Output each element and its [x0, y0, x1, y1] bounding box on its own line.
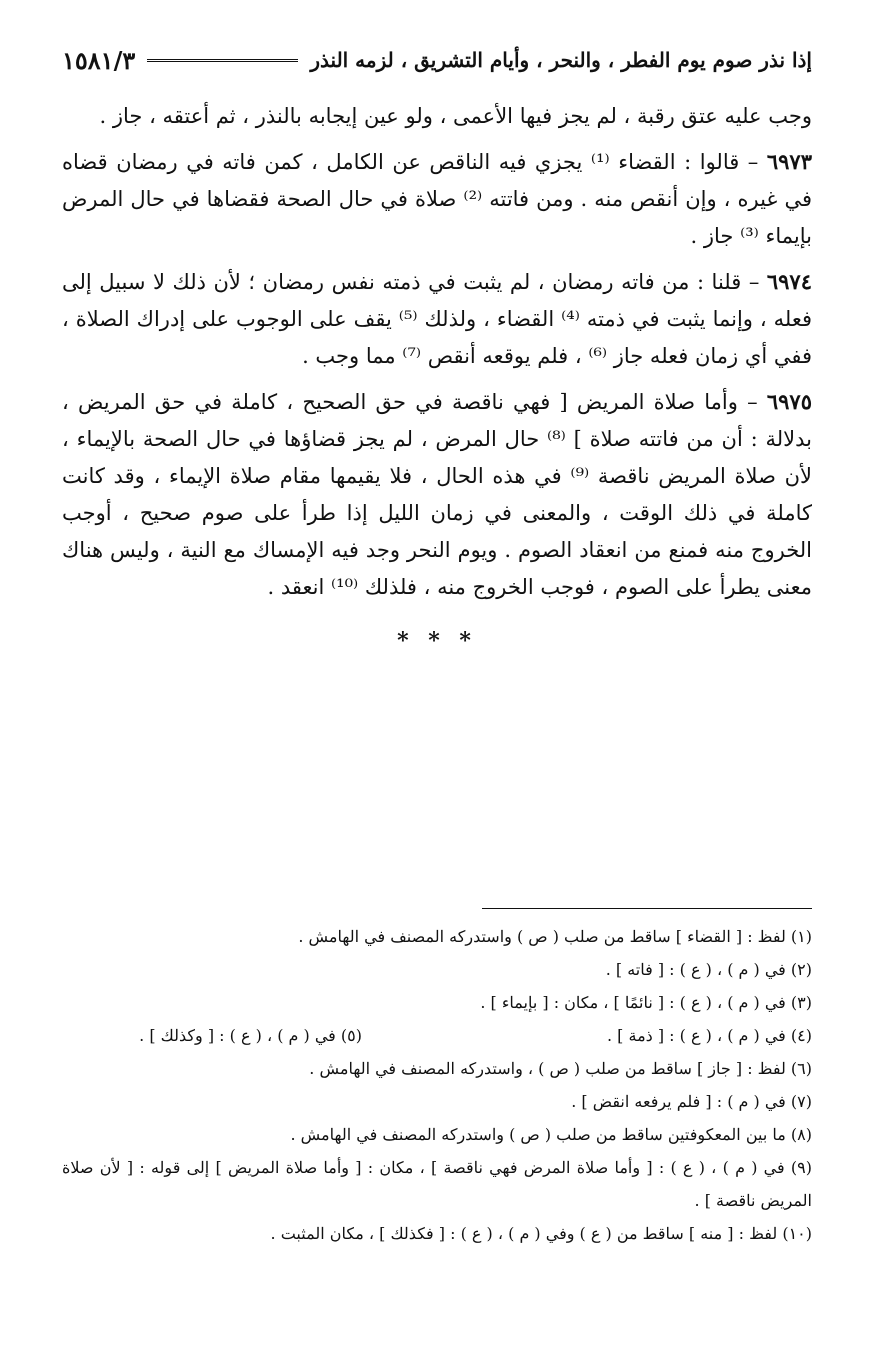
footnote: (٦) لفظ : [ جاز ] ساقط من صلب ( ص ) ، واستدركه المصنف في الهامش .	[309, 1059, 812, 1078]
footnote: (٤) في ( م ) ، ( ع ) : [ ذمة ] .	[606, 1026, 812, 1045]
paragraph-text: – وأما صلاة المريض [ فهي ناقصة في حق الصحيح ، كاملة في حق المريض ، بدلالة : أن من فاتته صلاة ] ⁽⁸⁾ حال المرض ، لم يجز قضاؤها في حال الصحة بالإيماء ، لأن صلاة المريض ناقصة ⁽⁹⁾ في هذه الحال ، فلا يقيمها مقام صلاة الإيماء ، وقد كانت كاملة في ذلك الوقت ، والمعنى في زمان الليل إذا طرأ على صوم صحيح ، أوجب الخروج منه فمنع من انعقاد الصوم . ويوم النحر وجد فيه الإمساك مع النية ، وليس هناك معنى يطرأ على الصوم ، فوجب الخروج منه ، فلذلك ⁽¹⁰⁾ انعقد .	[62, 390, 813, 599]
footnote: (٨) ما بين المعكوفتين ساقط من صلب ( ص ) واستدركه المصنف في الهامش .	[290, 1125, 812, 1144]
footnote-row	[62, 1019, 812, 1052]
footnote: (١٠) لفظ : [ منه ] ساقط من ( ع ) وفي ( م ) ، ( ع ) : [ فكذلك ] ، مكان المثبت .	[270, 1224, 812, 1243]
footnotes	[62, 920, 812, 1250]
page	[62, 40, 813, 1243]
paragraph-text: – قلنا : من فاته رمضان ، لم يثبت في ذمته نفس رمضان ؛ لأن ذلك لا سبيل إلى فعله ، وإنما يثبت في ذمته ⁽⁴⁾ القضاء ، ولذلك ⁽⁵⁾ يقف على الوجوب على إدراك الصلاة ، ففي أي زمان فعله جاز ⁽⁶⁾ ، فلم يوقعه أنقص ⁽⁷⁾ مما وجب .	[62, 270, 812, 368]
paragraph-text: وجب عليه عتق رقبة ، لم يجز فيها الأعمى ، ولو عين إيجابه بالنذر ، ثم أعتقه ، جاز .	[99, 104, 812, 128]
paragraph-number: ٦٩٧٣	[766, 149, 812, 174]
footnote: (١) لفظ : [ القضاء ] ساقط من صلب ( ص ) واستدركه المصنف في الهامش .	[298, 927, 812, 946]
paragraph	[62, 383, 812, 606]
paragraph-number: ٦٩٧٥	[766, 389, 812, 414]
main-text	[62, 98, 812, 654]
paragraph	[62, 143, 812, 255]
header-rule	[147, 59, 298, 62]
footnote: (٧) في ( م ) : [ فلم يرفعه انقض ] .	[571, 1092, 812, 1111]
running-header	[62, 40, 812, 80]
footnote: (٢) في ( م ) ، ( ع ) : [ فاته ] .	[605, 960, 812, 979]
footnote: (٩) في ( م ) ، ( ع ) : [ وأما صلاة المرض فهي ناقصة ] ، مكان : [ وأما صلاة المريض ] إلى قوله : [ لأن صلاة المريض ناقصة ] .	[62, 1158, 812, 1210]
paragraph-number: ٦٩٧٤	[766, 269, 812, 294]
footnote: (٥) في ( م ) ، ( ع ) : [ وكذلك ] .	[139, 1026, 362, 1045]
paragraph-text: – قالوا : القضاء ⁽¹⁾ يجزي فيه الناقص عن الكامل ، كمن فاته في رمضان قضاه في غيره ، وإن أنقص منه . ومن فاتته ⁽²⁾ صلاة في حال الصحة فقضاها في حال المرض بإيماء ⁽³⁾ جاز .	[62, 150, 812, 248]
header-title: إذا نذر صوم يوم الفطر ، والنحر ، وأيام التشريق ، لزمه النذر	[310, 48, 812, 72]
footnote-rule	[482, 908, 812, 909]
paragraph	[62, 263, 812, 375]
footnote: (٣) في ( م ) ، ( ع ) : [ نائمًا ] ، مكان : [ بإيماء ] .	[480, 993, 812, 1012]
page-number: ١٥٨١/٣	[62, 45, 136, 75]
paragraph	[62, 98, 812, 135]
section-separator: * * *	[397, 628, 477, 654]
